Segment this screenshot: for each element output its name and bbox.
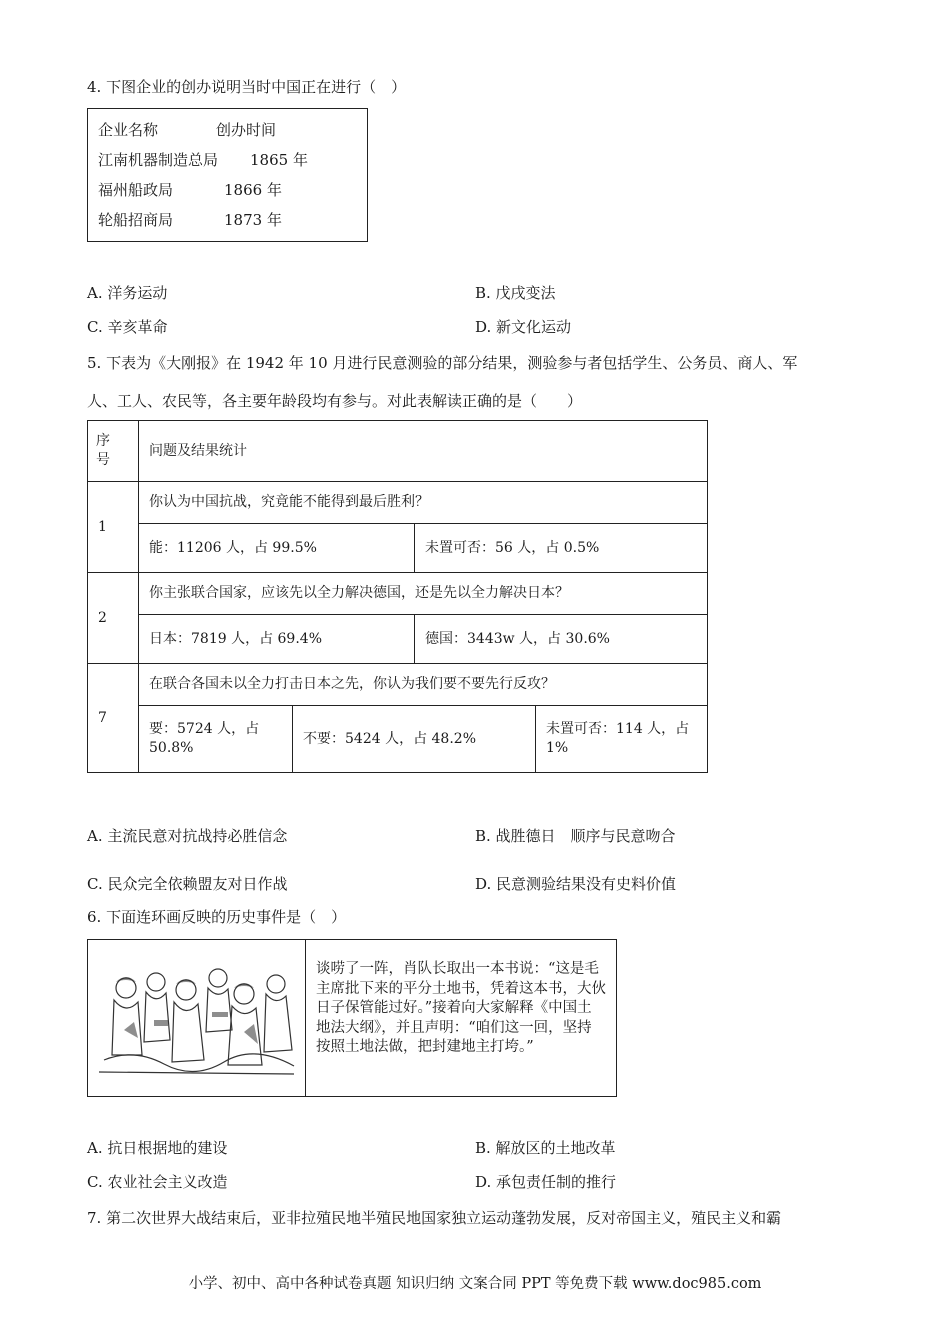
q5-stem-line2: 人、工人、农民等，各主要年龄段均有参与。对此表解读正确的是（ ） [87,392,583,410]
q4-row-name: 江南机器制造总局 [98,151,219,169]
q4-header-row [98,119,277,140]
q6-option-c[interactable]: C. 农业社会主义改造 [87,1173,228,1191]
q6-comic-box [87,939,617,1097]
q5-answer-cell: 能：11206 人，占 99.5% [138,523,415,573]
q6-stem: 6. 下面连环画反映的历史事件是（ ） [87,908,347,926]
q4-row-year: 1873 年 [224,211,282,229]
q4-enterprise-box [87,108,368,242]
q4-row-name: 福州船政局 [98,181,174,199]
q5-row-question: 在联合各国未以全力打击日本之先，你认为我们要不要先行反攻？ [138,663,708,706]
page-footer: 小学、初中、高中各种试卷真题 知识归纳 文案合同 PPT 等免费下载 www.doc985.com [188,1276,762,1292]
q5-answer-cell: 德国：3443w 人，占 30.6% [414,614,708,664]
q5-header-index: 序号 [87,420,139,482]
q5-option-a[interactable]: A. 主流民意对抗战持必胜信念 [87,827,288,845]
q4-row-year: 1865 年 [250,151,308,169]
q5-answer-cell: 未置可否：114 人，占 1% [535,705,708,773]
q5-answer-cell: 不要：5424 人，占 48.2% [292,705,536,773]
q6-caption: 谈唠了一阵，肖队长取出一本书说：“这是毛主席批下来的平分土地书，凭着这本书，大伙日子保管能过好。”接着向大家解释《中国土地法大纲》，并且声明：“咱们这一回，坚持按照土地法做，把封建地主打垮。” [316,961,606,1055]
q4-stem: 4. 下图企业的创办说明当时中国正在进行（ ） [87,78,407,96]
q5-row-question: 你主张联合国家，应该先以全力解决德国，还是先以全力解决日本？ [138,572,708,615]
q5-row-question: 你认为中国抗战，究竟能不能得到最后胜利？ [138,481,708,524]
q4-option-d[interactable]: D. 新文化运动 [475,318,572,336]
q4-header-name: 企业名称 [98,121,159,139]
q4-row [98,179,282,200]
q6-divider [305,940,306,1096]
q6-option-b[interactable]: B. 解放区的土地改革 [475,1139,616,1157]
q5-header-content: 问题及结果统计 [138,420,708,482]
q5-option-c[interactable]: C. 民众完全依赖盟友对日作战 [87,875,288,893]
q4-row-year: 1866 年 [224,181,282,199]
q4-row-name: 轮船招商局 [98,211,174,229]
q5-option-b[interactable]: B. 战胜德日 顺序与民意吻合 [475,827,676,845]
q4-option-a[interactable]: A. 洋务运动 [87,284,168,302]
q5-stem-line1: 5. 下表为《大刚报》在 1942 年 10 月进行民意测验的部分结果，测验参与者包括学生、公务员、商人、军 [87,354,798,372]
q5-answer-cell: 未置可否：56 人，占 0.5% [414,523,708,573]
q4-row [98,209,282,230]
q4-option-c[interactable]: C. 辛亥革命 [87,318,168,336]
q7-stem: 7. 第二次世界大战结束后，亚非拉殖民地半殖民地国家独立运动蓬勃发展，反对帝国主义，殖民主义和霸 [87,1209,782,1227]
q4-row [98,149,308,170]
q6-option-d[interactable]: D. 承包责任制的推行 [475,1173,617,1191]
q5-row-index: 1 [87,481,139,573]
q4-header-year: 创办时间 [216,121,277,139]
comic-illustration [94,960,299,1080]
q4-option-b[interactable]: B. 戊戌变法 [475,284,556,302]
q5-row-index: 7 [87,663,139,773]
q5-survey-table [87,420,708,773]
q5-option-d[interactable]: D. 民意测验结果没有史料价值 [475,875,677,893]
q5-answer-cell: 日本：7819 人，占 69.4% [138,614,415,664]
q5-answer-cell: 要：5724 人，占 50.8% [138,705,293,773]
q5-row-index: 2 [87,572,139,664]
q6-option-a[interactable]: A. 抗日根据地的建设 [87,1139,228,1157]
